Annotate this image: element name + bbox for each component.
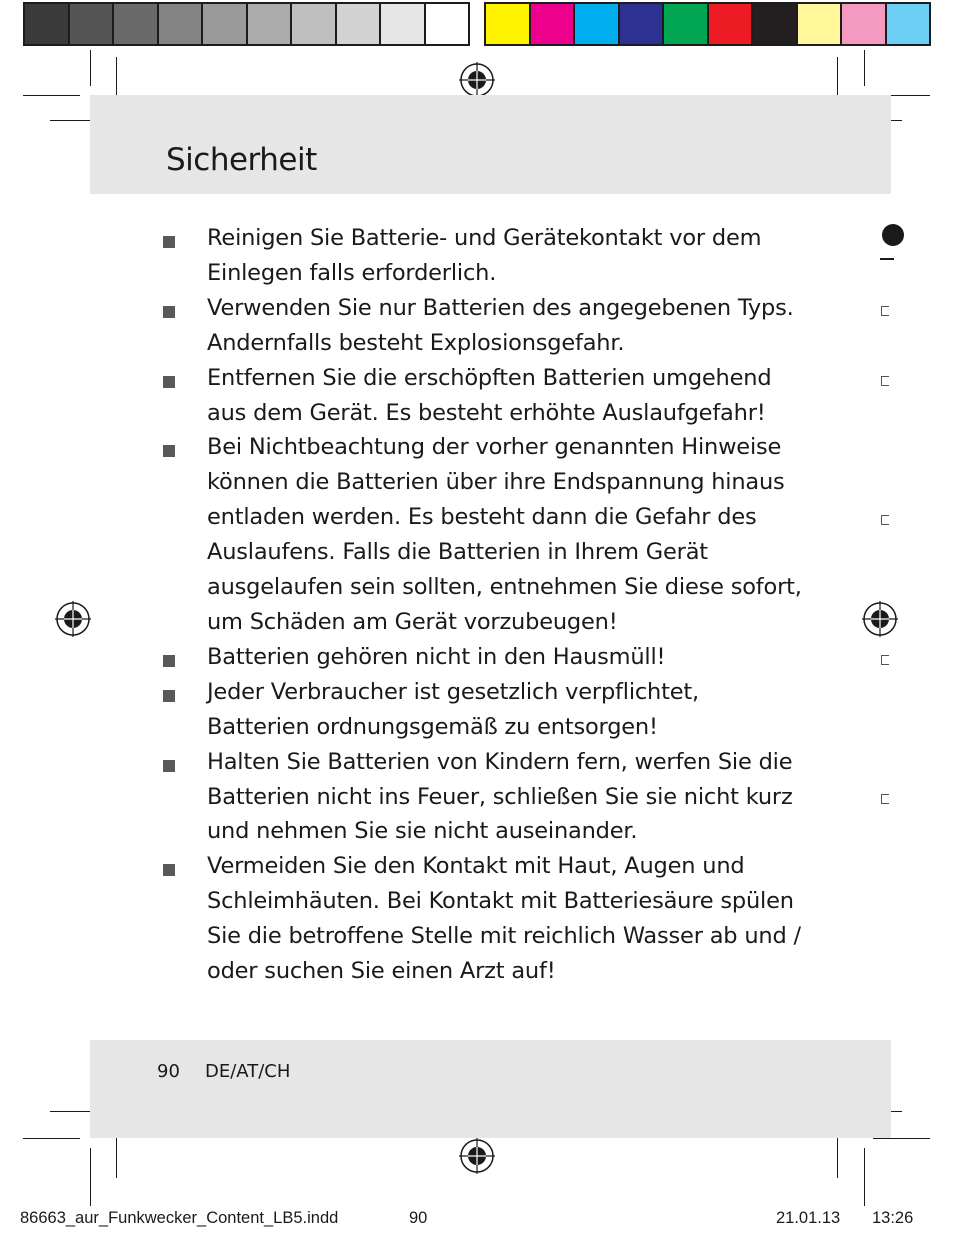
- facing-page-fragment: [881, 515, 889, 525]
- color-swatch: [381, 4, 424, 44]
- bullet-square-icon: [163, 445, 175, 457]
- color-swatch: [620, 4, 663, 44]
- facing-page-fragment: [880, 258, 894, 260]
- color-swatch: [575, 4, 618, 44]
- slug-time: 13:26: [872, 1209, 914, 1227]
- color-swatch: [709, 4, 752, 44]
- list-item: [158, 640, 808, 675]
- bullet-square-icon: [163, 864, 175, 876]
- color-swatch: [753, 4, 796, 44]
- facing-page-fragment: [881, 376, 889, 386]
- facing-page-fragment: [881, 794, 889, 804]
- list-item: [158, 221, 808, 291]
- color-swatch: [426, 4, 469, 44]
- slug-date: 21.01.13: [776, 1209, 841, 1227]
- list-item: [158, 849, 808, 989]
- crop-mark: [23, 95, 80, 96]
- list-item-text: Halten Sie Batterien von Kindern fern, werfen Sie die Batterien nicht ins Feuer, schließen Sie sie nicht kurz und nehmen Sie sie nicht auseinander.: [207, 748, 793, 845]
- list-item-text: Reinigen Sie Batterie- und Gerätekontakt vor dem Einlegen falls erforderlich.: [207, 225, 762, 286]
- color-swatch: [887, 4, 930, 44]
- color-swatch: [337, 4, 380, 44]
- footer-band: [90, 1040, 891, 1138]
- color-swatch: [70, 4, 113, 44]
- crop-mark: [864, 1148, 865, 1206]
- bullet-square-icon: [163, 690, 175, 702]
- grayscale-calibration-bar: [23, 2, 470, 46]
- facing-page-fragment: [881, 655, 889, 665]
- bullet-square-icon: [163, 376, 175, 388]
- facing-page-fragment: [881, 306, 889, 316]
- facing-page-fragment: [882, 224, 904, 246]
- color-swatch: [292, 4, 335, 44]
- locale-label: DE/AT/CH: [205, 1061, 291, 1082]
- registration-mark-icon: [458, 61, 496, 99]
- list-item-text: Verwenden Sie nur Batterien des angegebenen Typs. Andernfalls besteht Explosionsgefahr.: [207, 294, 794, 356]
- color-swatch: [159, 4, 202, 44]
- color-swatch: [114, 4, 157, 44]
- crop-mark: [864, 50, 865, 86]
- bullet-square-icon: [163, 306, 175, 318]
- registration-mark-icon: [861, 600, 899, 638]
- crop-mark: [90, 1148, 91, 1206]
- list-item-text: Vermeiden Sie den Kontakt mit Haut, Augen und Schleimhäuten. Bei Kontakt mit Batteriesäure spülen Sie die betroffene Stelle mit reichlich Wasser ab und / oder suchen Sie einen Arzt auf!: [207, 853, 801, 985]
- list-item: [158, 675, 808, 745]
- color-swatch: [25, 4, 68, 44]
- color-swatch: [203, 4, 246, 44]
- slug-page-number: 90: [409, 1209, 428, 1227]
- color-swatch: [486, 4, 529, 44]
- color-swatch: [664, 4, 707, 44]
- list-item-text: Jeder Verbraucher ist gesetzlich verpflichtet, Batterien ordnungsgemäß zu entsorgen!: [207, 678, 699, 740]
- list-item: [158, 745, 808, 850]
- bullet-square-icon: [163, 760, 175, 772]
- bullet-list: [158, 221, 808, 989]
- registration-mark-icon: [54, 600, 92, 638]
- color-swatch: [842, 4, 885, 44]
- crop-mark: [90, 50, 91, 86]
- list-item-text: Entfernen Sie die erschöpften Batterien umgehend aus dem Gerät. Es besteht erhöhte Auslaufgefahr!: [207, 364, 772, 426]
- list-item: [158, 430, 808, 639]
- list-item-text: Bei Nichtbeachtung der vorher genannten Hinweise können die Batterien über ihre Endspannung hinaus entladen werden. Es besteht dann die Gefahr des Auslaufens. Falls die Batterien in Ihrem Gerät ausgelaufen sein sollten, entnehmen Sie diese sofort, um Schäden am Gerät vorzubeugen!: [207, 434, 802, 635]
- list-item-text: Batterien gehören nicht in den Hausmüll!: [207, 643, 666, 670]
- page-title: Sicherheit: [166, 142, 317, 178]
- slug-filename: 86663_aur_Funkwecker_Content_LB5.indd: [20, 1209, 339, 1227]
- crop-mark: [116, 1131, 117, 1178]
- color-calibration-bar: [484, 2, 931, 46]
- page-number: 90: [157, 1061, 180, 1082]
- bullet-square-icon: [163, 236, 175, 248]
- crop-mark: [837, 1131, 838, 1178]
- color-swatch: [798, 4, 841, 44]
- crop-mark: [873, 1138, 930, 1139]
- crop-mark: [23, 1138, 80, 1139]
- list-item: [158, 291, 808, 361]
- registration-mark-icon: [458, 1137, 496, 1175]
- color-swatch: [531, 4, 574, 44]
- list-item: [158, 361, 808, 431]
- color-swatch: [248, 4, 291, 44]
- bullet-square-icon: [163, 655, 175, 667]
